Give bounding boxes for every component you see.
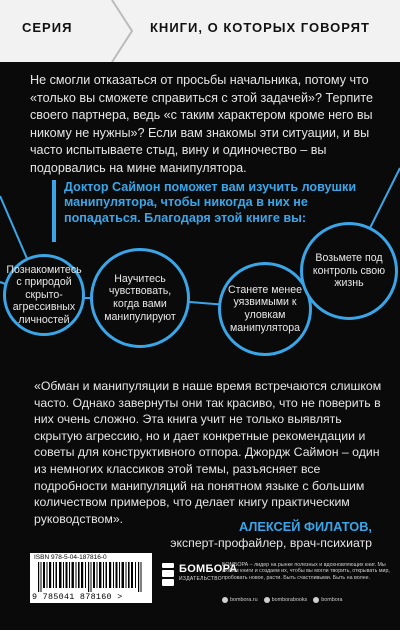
review-author <box>170 519 372 551</box>
highlight-text: Доктор Саймон поможет вам изучить ловушки манипулятора, чтобы никогда в них не попадаться. Благодаря этой книге вы: <box>64 180 357 225</box>
intro-text: Не смогли отказаться от просьбы начальника, потому что «только вы сможете справиться с этой задачей»? Терпите своего партнера, ведь «с таким характером кроме него вы никому не нужны»? Если вам знакомы эти ситуации, и вы часто испытываете стыд, вину и одиночество – вы подорвались на мине манипулятора. <box>30 73 373 175</box>
benefit-text: Познакомитесь с природой скрыто-агрессивных личностей <box>6 263 82 326</box>
publisher-blurb: БОМБОРА – лидер на рынке полезных и вдохновляющих книг. Мы любим книги и создаем их, чтобы вы могли творить, открывать мир, пробовать новое, расти. Быть счастливыми. Быть на волне. <box>222 562 390 581</box>
bomb-logo-icon <box>160 561 176 587</box>
globe-icon <box>222 597 228 603</box>
barcode-icon <box>36 562 146 592</box>
publisher-logo <box>160 559 238 589</box>
social-telegram[interactable] <box>313 597 342 603</box>
series-name: КНИГИ, О КОТОРЫХ ГОВОРЯТ <box>150 20 370 35</box>
vk-icon <box>264 597 270 603</box>
social-vk[interactable] <box>264 597 308 603</box>
social-telegram-label: bombora <box>321 597 343 603</box>
author-role: эксперт-профайлер, врач-психиатр <box>170 536 372 550</box>
benefit-text: Станете менее уязвимыми к уловкам манипулятора <box>227 283 303 334</box>
benefit-circle-1 <box>3 254 85 336</box>
barcode-block <box>30 553 152 603</box>
benefit-text: Возьмете под контроль свою жизнь <box>312 252 386 290</box>
benefit-circle-2 <box>90 248 190 348</box>
review-quote: «Обман и манипуляции в наше время встречаются слишком часто. Однако завернуты они так красиво, что не поверить в них очень сложно. Эта книга учит не только выявлять скрытую агрессию, но и дает конкретные рекомендации и советы для конструктивного отпора. Джордж Саймон – один из немногих классиков этой темы, разъясняет все подробности манипуляций на понятном языке с большим количеством примеров, что делает книгу практическим руководством». <box>34 379 382 526</box>
series-label: СЕРИЯ <box>22 20 73 35</box>
benefit-circle-3 <box>218 262 312 356</box>
author-name: АЛЕКСЕЙ ФИЛАТОВ, <box>238 519 372 534</box>
publisher-subtitle: ИЗДАТЕЛЬСТВО <box>179 576 222 582</box>
benefit-circle-4 <box>300 222 398 320</box>
publisher-socials <box>222 597 394 603</box>
social-vk-label: bomborabooks <box>271 597 308 603</box>
benefit-text: Научитесь чувствовать, когда вами манипулируют <box>104 272 176 323</box>
publisher-name: БОМБОРА <box>179 563 238 575</box>
social-website[interactable] <box>222 597 258 603</box>
social-website-label: bombora.ru <box>230 597 258 603</box>
isbn-text: ISBN 978-5-04-187816-0 <box>34 554 107 561</box>
barcode-number: 9 785041 878160 > <box>32 592 123 602</box>
telegram-icon <box>313 597 319 603</box>
highlight-bar <box>52 180 56 242</box>
